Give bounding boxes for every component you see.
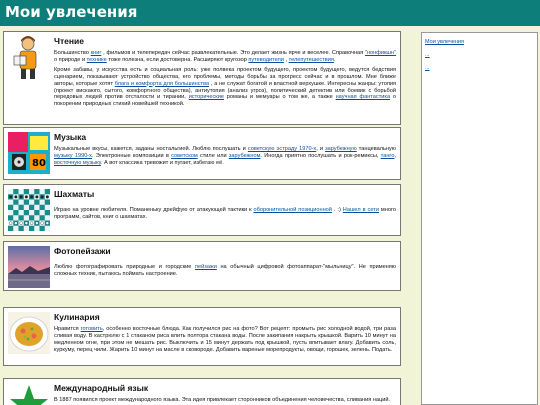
card-text: Нравится готовить, особенно восточные блюда. Как получился рис на фото? Вот рецепт: промыть рис холодной водой, три раза сливая воду. В кастрюлю с 1 стаканом риса влить полтора стакана воды. После закипания накрыть крышкой. Варить 10 минут на медленном огне, при этом не мешать рис. Выключить и 15 минут держать под крышкой, пусть впитывает влагу. Добавить соль, куркуму, перец чили. Жарить 10 минут на масле в сковороде. Добавить вареные морепродукты, овощи, горошек, зелень. Подать. — [54, 326, 396, 353]
chessboard-icon — [8, 189, 50, 231]
link-foreign-style[interactable]: зарубежном — [228, 152, 261, 159]
card-music — [3, 127, 401, 180]
link-nonfiction[interactable]: "нонфикшн" — [364, 50, 396, 56]
card-photo — [3, 241, 401, 291]
sidebar-link-hobbies[interactable]: Мои увлечения — [425, 39, 464, 45]
link-oriental-music[interactable]: восточную музыку — [54, 159, 101, 166]
link-guidebooks[interactable]: путеводители — [248, 56, 284, 63]
link-foreign[interactable]: зарубежную — [325, 146, 357, 152]
link-found-online[interactable]: Нашел в сети — [342, 207, 379, 213]
link-tango[interactable]: танго — [380, 152, 395, 159]
link-soviet-pop[interactable]: советскую эстраду 1970-х — [247, 146, 317, 152]
sidebar-link-3[interactable]: ... — [425, 65, 430, 71]
sidebar — [421, 32, 538, 405]
link-positional[interactable]: оборонительной позиционной — [253, 207, 332, 213]
rice-dish-photo — [8, 312, 50, 354]
reader-illustration — [8, 34, 46, 80]
card-reading — [3, 31, 401, 125]
music-thumbnail — [8, 132, 50, 174]
link-tv-travel[interactable]: телепутешествия — [288, 56, 334, 63]
link-soviet-style[interactable]: советском — [171, 152, 198, 159]
link-books[interactable]: книг — [90, 50, 102, 56]
link-cook[interactable]: готовить — [80, 326, 103, 332]
card-title: Музыка — [54, 132, 87, 142]
page-title: Мои увлечения — [5, 3, 138, 21]
card-title: Кулинария — [54, 312, 100, 322]
sidebar-link-2[interactable]: ... — [425, 52, 430, 58]
link-welfare[interactable]: блага и комфорта для большинства — [114, 80, 210, 87]
link-historical[interactable]: исторические — [188, 94, 224, 101]
link-technology[interactable]: технике — [86, 56, 107, 63]
header-bar — [0, 0, 540, 26]
card-text: Люблю фотографировать природные и городские пейзажи на обычный цифровой фотоаппарат-"мыльницу". Не применяю сложных техник, пытаюсь поймать настроение. — [54, 264, 396, 277]
card-text: В 1887 появился проект международного языка. Эта идея привлекает сторонников объединения человечества, сливания наций. — [54, 397, 391, 403]
landscape-photo — [8, 246, 50, 288]
green-star-icon — [8, 383, 50, 405]
link-90s-music[interactable]: музыку 1990-х — [54, 152, 92, 159]
link-scifi[interactable]: научная фантастика — [335, 94, 391, 101]
card-chess — [3, 184, 401, 236]
card-title: Фотопейзажи — [54, 246, 111, 256]
card-text: Большинство книг , фильмов и телепередач сейчас развлекательные. Это делает жизнь ярче и веселее. Справочная "нонфикшн" о природе и технике тоже полезна, если достоверна. Расширяют кругозор путеводители , телепутешествия. Кроме забавы, у искусства есть и социальная роль: уже полвека проектом будущего, проектом будущего, ведутся бедствия сценарием, показывают устройство общества, его проблемы, методы борьбы за прогресс сейчас и в прошлом. Мне ближе авторы, которые хотят блага и комфорта для большинства , а не служат богатой и властной верхушке. Интересны жанры: утопия (проект вискаюго, сытого, комфортного общества), антиутопия (анализ угроз), политический детектив или боевик с борьбой передовых людей против отсталости и тирании, исторические романы и мемуары о том же, а также научная фантастика о покорении природных стихий новейшей техникой. — [54, 50, 397, 108]
card-cooking — [3, 307, 401, 366]
card-title: Чтение — [54, 36, 84, 46]
card-language — [3, 378, 401, 405]
card-text: Играю на уровне любителя. Поманеньку дрейфую от атакующей тактики к оборонительной позиционной . :) Нашел в сети много программ, сайтов, книг о шахматах. — [54, 207, 396, 220]
card-title: Международный язык — [54, 383, 149, 393]
link-landscapes[interactable]: пейзажи — [195, 264, 217, 270]
svg-text:80: 80 — [32, 158, 46, 169]
card-title: Шахматы — [54, 189, 95, 199]
card-text: Музыкальные вкусы, кажется, заданы ностальгией. Люблю послушать и советскую эстраду 1970-х, и зарубежную танцевальную музыку 1990-х. Электронные композиции в советском стиле или зарубежном. Иногда приятно послушать и рок-ремиксы, танго, восточную музыку. А вот классика тревожит и пугает, избегаю её. — [54, 146, 397, 166]
